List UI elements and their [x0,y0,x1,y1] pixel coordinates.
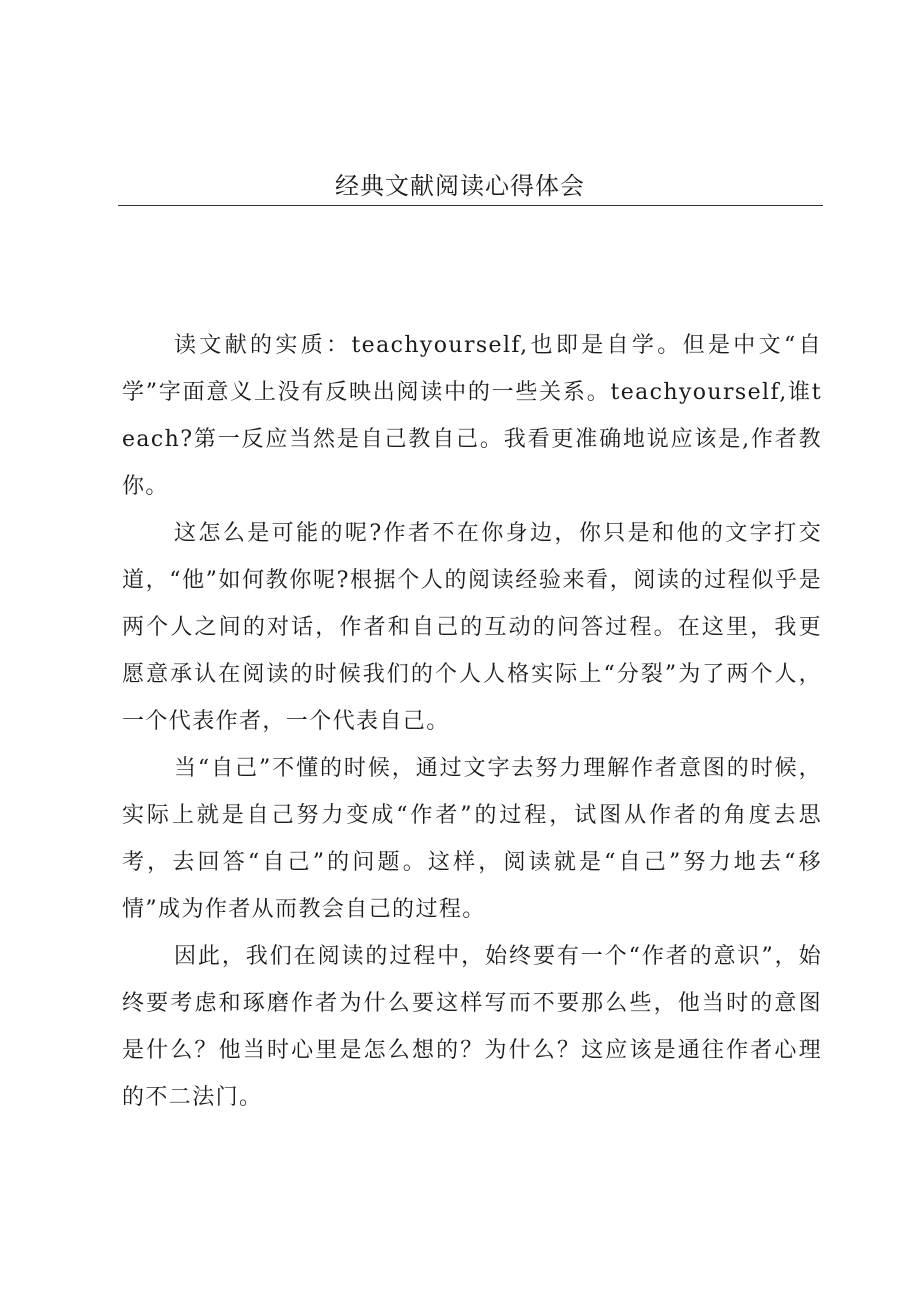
paragraph-3: 当“自己”不懂的时候，通过文字去努力理解作者意图的时候，实际上就是自己努力变成“作者”的过程，试图从作者的角度去思考，去回答“自己”的问题。这样，阅读就是“自己”努力地去“移情”成为作者从而教会自己的过程。 [122,756,822,922]
paragraph-2: 这怎么是可能的呢?作者不在你身边，你只是和他的文字打交道，“他”如何教你呢?根据个人的阅读经验来看，阅读的过程似乎是两个人之间的对话，作者和自己的互动的问答过程。在这里，我更愿意承认在阅读的时候我们的个人人格实际上“分裂”为了两个人，一个代表作者，一个代表自己。 [122,521,822,734]
document-title: 经典文献阅读心得体会 [335,172,585,200]
paragraph-1: 读文献的实质：teachyourself,也即是自学。但是中文“自学”字面意义上没有反映出阅读中的一些关系。teachyourself,谁teach?第一反应当然是自己教自己。我看更准确地说应该是,作者教你。 [122,333,822,499]
paragraph-4: 因此，我们在阅读的过程中，始终要有一个“作者的意识”，始终要考虑和琢磨作者为什么要这样写而不要那么些，他当时的意图是什么？他当时心里是怎么想的？为什么？这应该是通往作者心理的不二法门。 [122,944,822,1110]
title-underline [118,205,823,206]
document-body [122,322,822,1121]
